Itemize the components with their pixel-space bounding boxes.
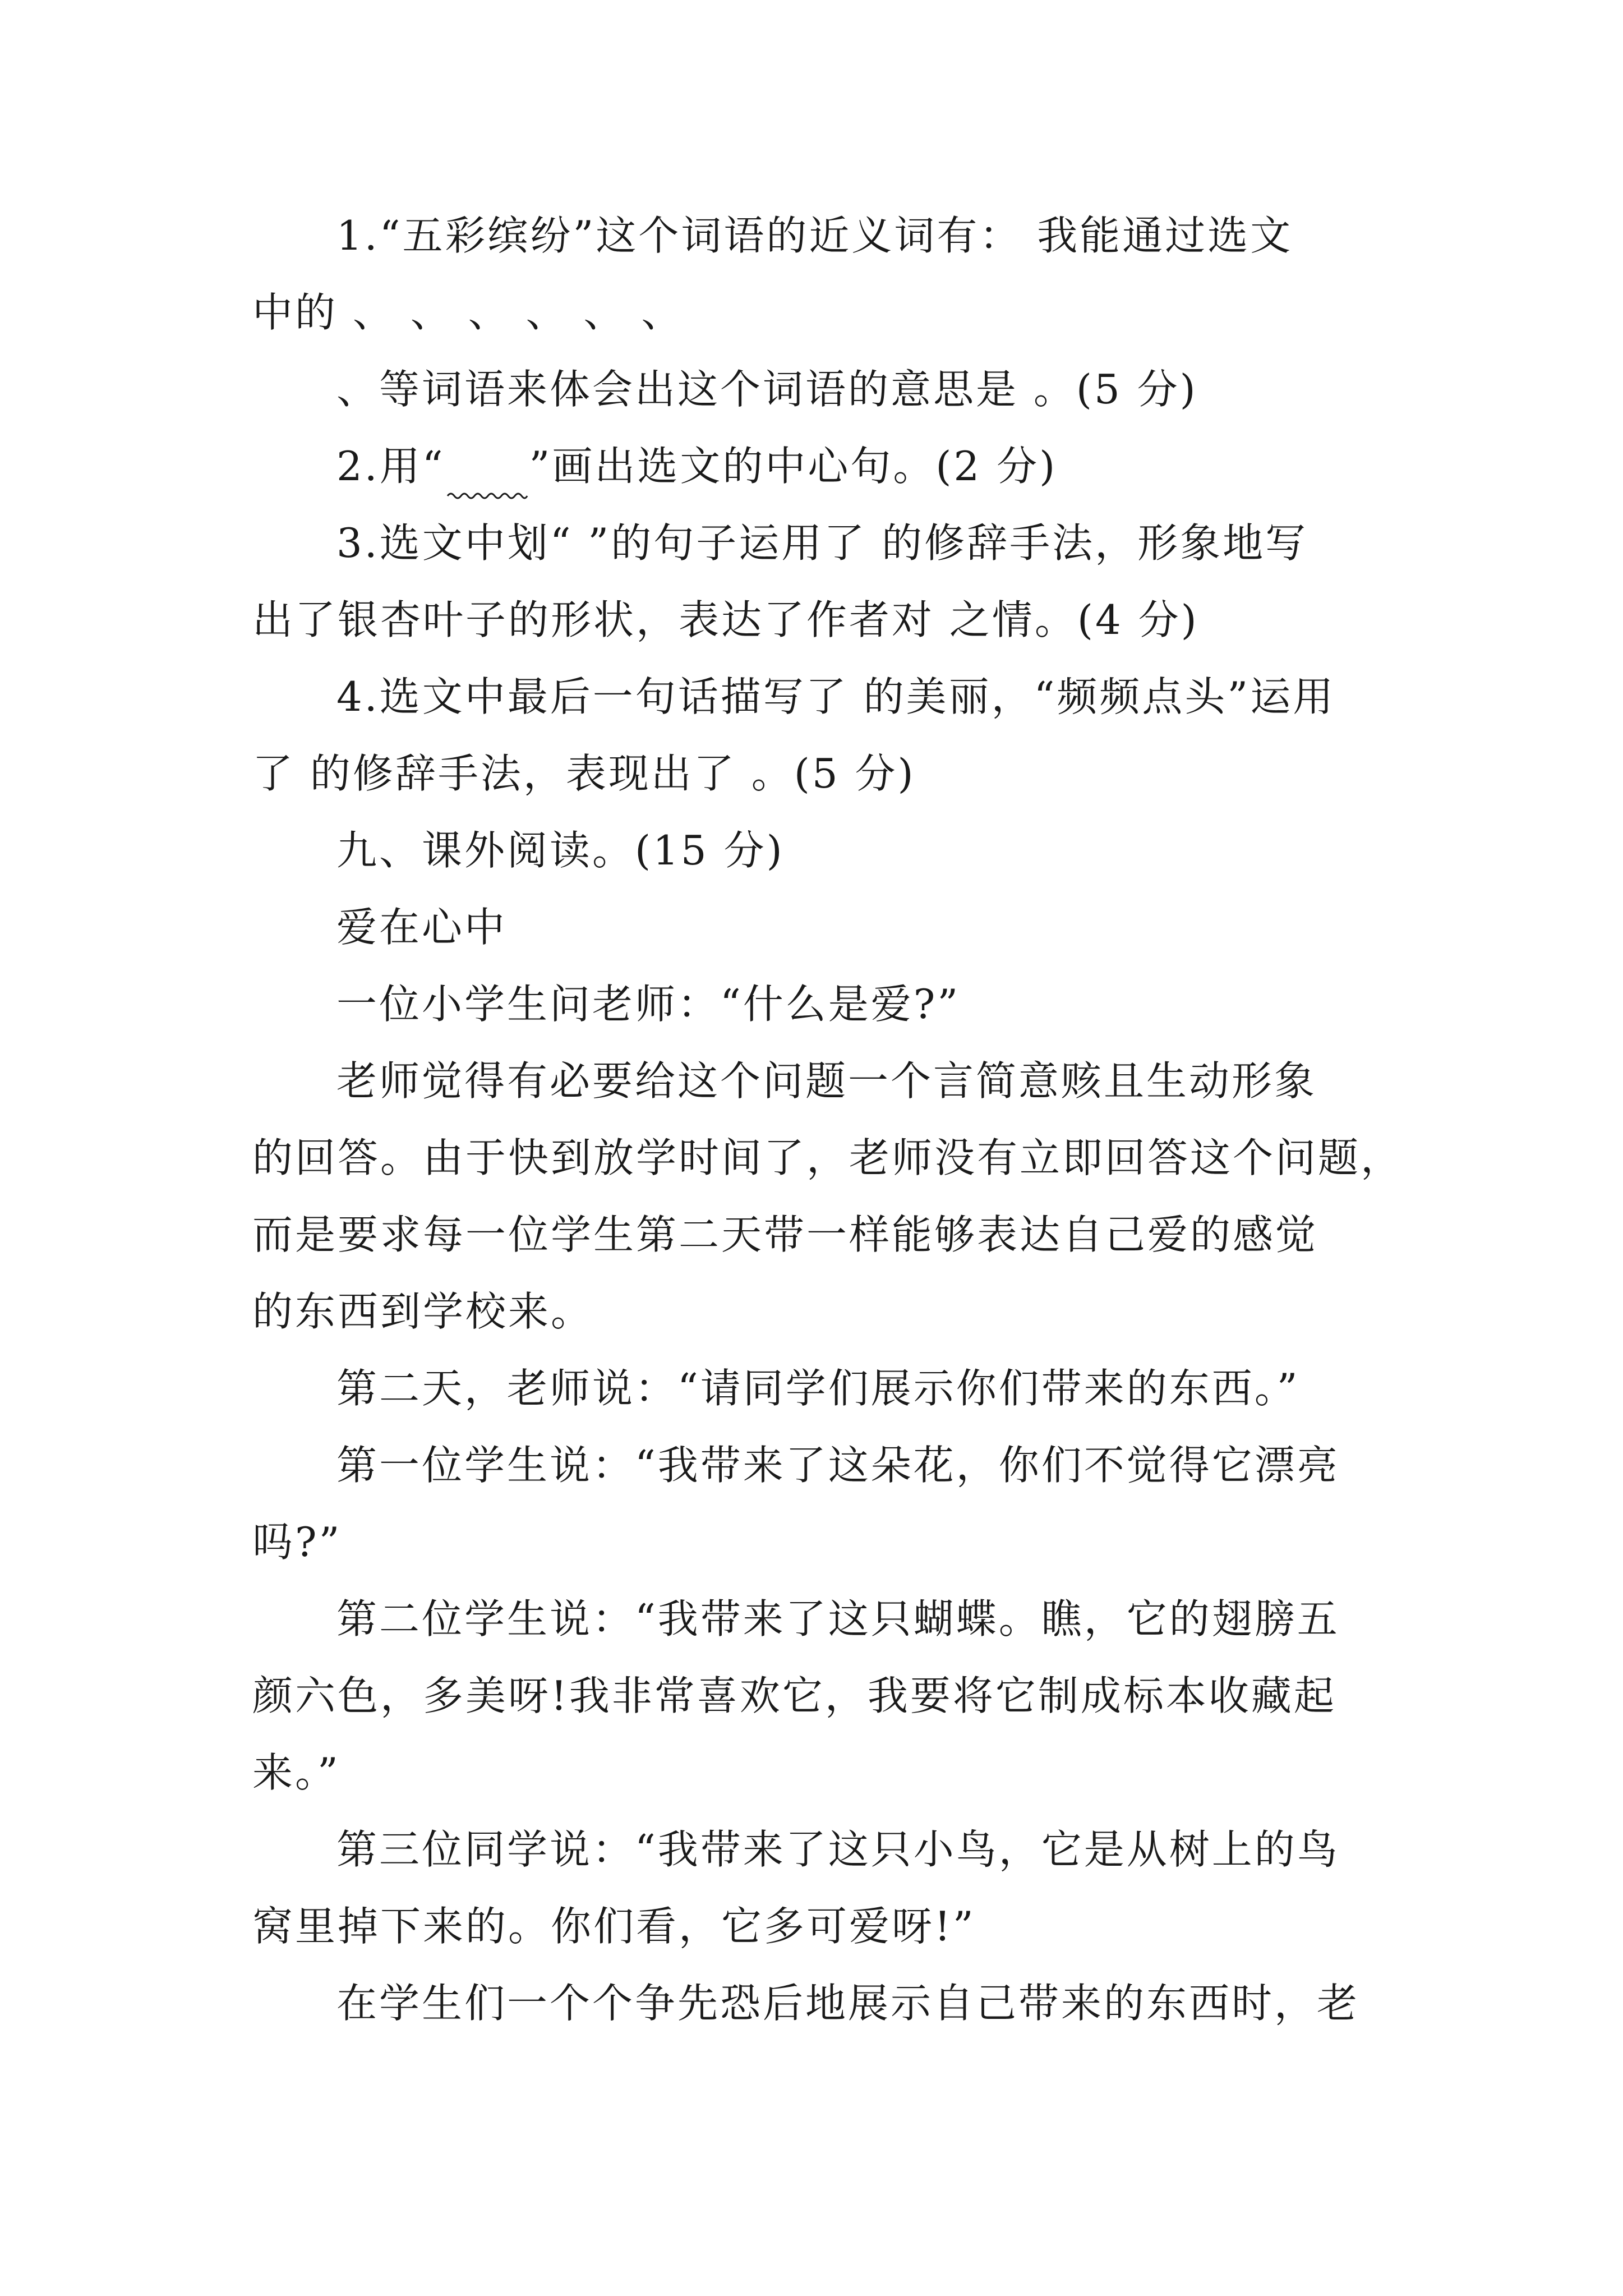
text-line: 了 的修辞手法，表现出了 。(5 分): [252, 750, 916, 797]
text-line: 第二位学生说：“我带来了这只蝴蝶。瞧，它的翅膀五: [336, 1595, 1340, 1642]
question-1-line-3: [252, 351, 1385, 428]
question-3-line-2: [252, 582, 1385, 659]
text-line: 窝里掉下来的。你们看，它多可爱呀!”: [252, 1903, 976, 1950]
question-4-line-1: [252, 659, 1385, 735]
passage-line: [252, 966, 1385, 1043]
text-line: 、等词语来体会出这个词语的意思是 。(5 分): [336, 366, 1198, 413]
question-2-line: [252, 428, 1385, 505]
document-page: [252, 197, 1404, 2042]
text-line: 一位小学生问老师：“什么是爱?”: [336, 981, 961, 1028]
text-line: 3.选文中划“ ”的句子运用了 的修辞手法，形象地写: [336, 519, 1308, 567]
passage-line: [252, 1197, 1385, 1273]
text-line: 第三位同学说：“我带来了这只小鸟，它是从树上的鸟: [336, 1826, 1340, 1873]
passage-title: [252, 889, 1385, 966]
text-line: 爱在心中: [336, 904, 508, 951]
text-line: 的回答。由于快到放学时间了，老师没有立即回答这个问题，: [252, 1134, 1404, 1181]
text-line: 吗?”: [252, 1519, 342, 1566]
text-line: 来。”: [252, 1749, 340, 1796]
wavy-underline-mark: [445, 466, 529, 505]
text-line: 中的 、 、 、 、 、 、: [252, 289, 684, 336]
passage-line: [252, 1273, 1385, 1350]
text-line: 4.选文中最后一句话描写了 的美丽，“频频点头”运用: [336, 673, 1336, 720]
passage-line: [252, 1120, 1404, 1197]
passage-line: [252, 1581, 1385, 1658]
text-line: 九、课外阅读。(15 分): [336, 827, 785, 874]
text-line: 在学生们一个个争先恐后地展示自己带来的东西时，老: [336, 1980, 1360, 2027]
passage-line: [252, 1888, 1385, 1965]
passage-line: [252, 1811, 1385, 1888]
text-line: 出了银杏叶子的形状，表达了作者对 之情。(4 分): [252, 596, 1199, 643]
text-line: 的东西到学校来。: [252, 1288, 594, 1335]
question-4-line-2: [252, 735, 1385, 812]
passage-line: [252, 1043, 1385, 1120]
text-line: 老师觉得有必要给这个问题一个言简意赅且生动形象: [336, 1057, 1317, 1105]
text-line: 第一位学生说：“我带来了这朵花，你们不觉得它漂亮: [336, 1442, 1340, 1489]
passage-line: [252, 1734, 1385, 1811]
passage-line: [252, 1965, 1385, 2042]
text-line: 第二天，老师说：“请同学们展示你们带来的东西。”: [336, 1365, 1300, 1412]
text-fragment: ”画出选文的中心句。(2 分): [529, 443, 1058, 490]
text-line: 1.“五彩缤纷”这个词语的近义词有： 我能通过选文: [336, 212, 1293, 259]
section-heading: [252, 812, 1385, 889]
text-line: 颜六色，多美呀!我非常喜欢它，我要将它制成标本收藏起: [252, 1672, 1336, 1719]
question-1-line-2: [252, 274, 1385, 351]
passage-line: [252, 1350, 1385, 1427]
question-1-line-1: [252, 197, 1385, 274]
passage-line: [252, 1504, 1385, 1581]
text-fragment: 2.用“: [336, 443, 445, 490]
question-3-line-1: [252, 505, 1385, 582]
passage-line: [252, 1427, 1385, 1504]
passage-line: [252, 1658, 1385, 1734]
text-line: 而是要求每一位学生第二天带一样能够表达自己爱的感觉: [252, 1211, 1318, 1258]
